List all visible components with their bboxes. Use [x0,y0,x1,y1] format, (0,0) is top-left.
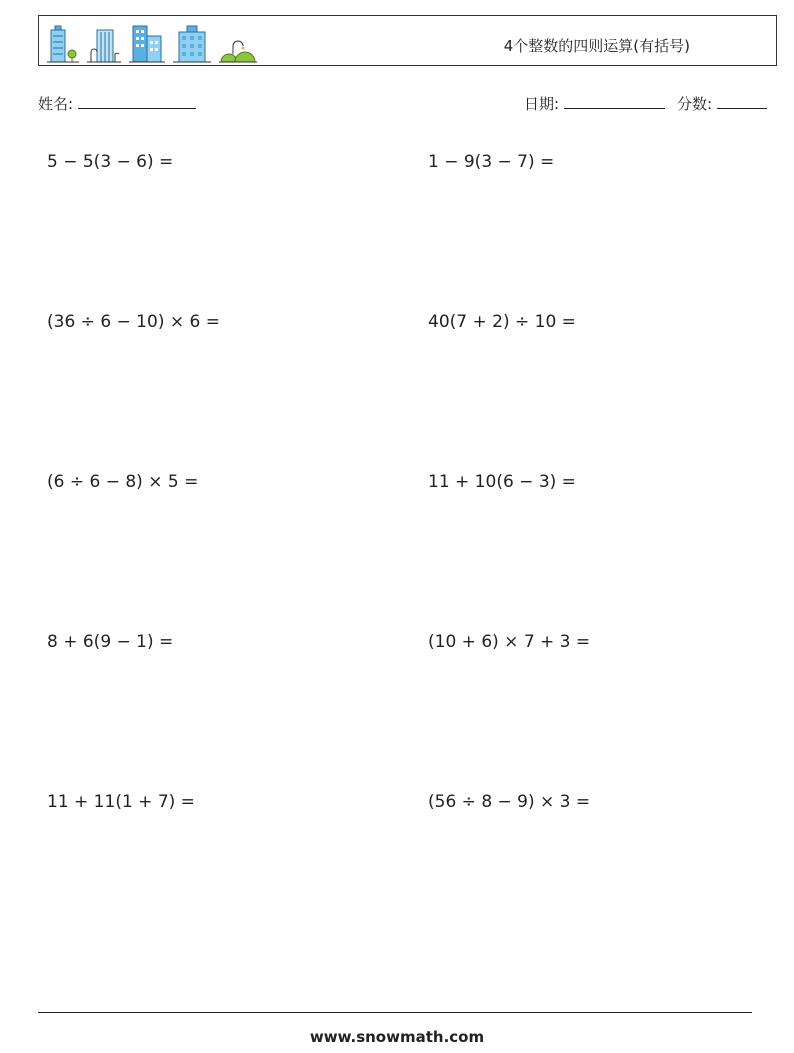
problem-3: (36 ÷ 6 − 10) × 6 = [47,312,220,332]
footer-site-link[interactable]: www.snowmath.com [309,1028,485,1046]
problem-7: 8 + 6(9 − 1) = [47,632,174,652]
problem-5: (6 ÷ 6 − 8) × 5 = [47,472,199,492]
date-field[interactable] [524,93,665,114]
problem-8: (10 + 6) × 7 + 3 = [428,632,591,652]
problem-9: 11 + 11(1 + 7) = [47,792,195,812]
date-label: 日期: [524,95,560,113]
problem-10: (56 ÷ 8 − 9) × 3 = [428,792,591,812]
park-tree-icon [219,24,257,64]
glass-building-icon [173,24,211,64]
score-blank[interactable] [717,94,767,109]
page-title: 4个整数的四则运算(有括号) [503,37,690,55]
score-label: 分数: [677,95,713,113]
footer-divider [38,1012,752,1013]
apartment-building-icon [129,24,165,64]
name-label: 姓名: [38,95,74,113]
tower-building-icon [47,24,79,64]
date-blank[interactable] [564,94,665,109]
header-box [38,15,777,66]
problem-4: 40(7 + 2) ÷ 10 = [428,312,576,332]
header-icons [47,22,257,64]
name-field[interactable] [38,93,196,114]
office-building-icon [87,24,121,64]
name-blank[interactable] [78,94,196,109]
score-field[interactable] [677,93,767,114]
problem-2: 1 − 9(3 − 7) = [428,152,555,172]
problem-1: 5 − 5(3 − 6) = [47,152,174,172]
problem-6: 11 + 10(6 − 3) = [428,472,576,492]
